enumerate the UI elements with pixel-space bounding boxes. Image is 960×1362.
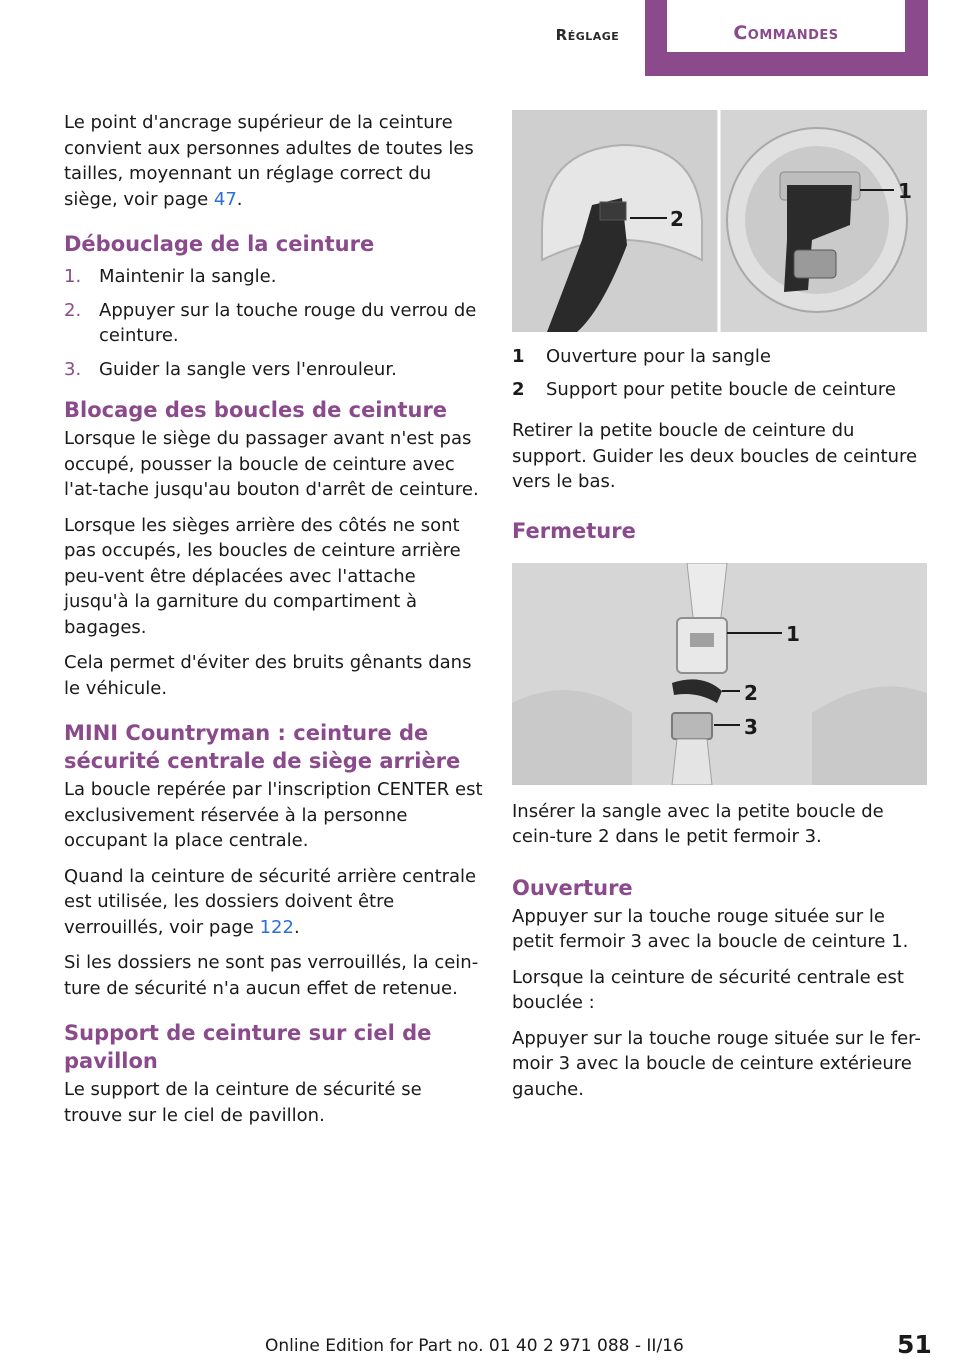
right-column: [512, 110, 927, 1112]
legend-row: 1 Ouverture pour la sangle: [512, 346, 772, 367]
page-number: 51: [897, 1330, 932, 1359]
fig2-label-1: 1: [786, 621, 800, 646]
mini-paragraph-3: Si les dossiers ne sont pas verrouillés, la cein-ture de sécurité n'a aucun effet de retenue.: [64, 952, 479, 999]
blocage-paragraph-2: Lorsque les sièges arrière des côtés ne sont pas occupés, les boucles de ceinture arrière peu-vent être déplacées avec l'attache jusqu'à la garniture du compartiment à bagages.: [64, 514, 461, 638]
tab-reglage-label: Réglage: [555, 26, 620, 44]
figure-legend: [512, 344, 927, 402]
fermeture-paragraph: Insérer la sangle avec la petite boucle de cein-ture 2 dans le petit fermoir 3.: [512, 800, 884, 847]
ouverture-paragraph-3: Appuyer sur la touche rouge située sur le fer-moir 3 avec la boucle de ceinture extérieure gauche.: [512, 1027, 921, 1100]
heading-support: Support de ceinture sur ciel de pavillon: [64, 1021, 432, 1073]
fig2-label-3: 3: [744, 714, 758, 739]
fig2-label-2: 2: [744, 680, 758, 705]
heading-fermeture: Fermeture: [512, 518, 636, 543]
heading-mini-countryman: MINI Countryman : ceinture de sécurité centrale de siège arrière: [64, 721, 461, 773]
footer: [0, 1330, 960, 1360]
heading-debouclage: Débouclage de la ceinture: [64, 232, 375, 256]
left-column: [64, 110, 484, 1138]
list-item: 1. Maintenir la sangle.: [64, 266, 277, 287]
page-link-47[interactable]: 47: [213, 188, 237, 210]
ouverture-paragraph-1: Appuyer sur la touche rouge située sur le petit fermoir 3 avec la boucle de ceinture 1.: [512, 905, 909, 952]
ouverture-paragraph-2: Lorsque la ceinture de sécurité centrale est bouclée :: [512, 966, 904, 1013]
tab-commandes-label: Commandes: [733, 22, 839, 44]
intro-paragraph: Le point d'ancrage supérieur de la ceinture convient aux personnes adultes de toutes les tailles, moyennant un réglage correct du siège, voir page 47.: [64, 112, 474, 210]
mini-paragraph-1: La boucle repérée par l'inscription CENTER est exclusivement réservée à la personne occupant la place centrale.: [64, 779, 483, 851]
blocage-paragraph-3: Cela permet d'éviter des bruits gênants dans le véhicule.: [64, 652, 472, 699]
page-link-122[interactable]: 122: [259, 916, 294, 938]
edition-text: Online Edition for Part no. 01 40 2 971 088 - II/16: [265, 1336, 684, 1356]
retirer-paragraph: Retirer la petite boucle de ceinture du support. Guider les deux boucles de ceinture vers le bas.: [512, 420, 918, 492]
heading-ouverture: Ouverture: [512, 875, 633, 900]
list-item: 3. Guider la sangle vers l'enrouleur.: [64, 358, 397, 380]
tab-commandes[interactable]: [667, 0, 905, 52]
tab-reglage[interactable]: [530, 0, 645, 70]
list-item: 2. Appuyer sur la touche rouge du verrou de ceinture.: [64, 299, 477, 346]
figure-belt-holder: [512, 110, 927, 332]
legend-row: 2 Support pour petite boucle de ceinture: [512, 378, 896, 400]
support-paragraph: Le support de la ceinture de sécurité se trouve sur le ciel de pavillon.: [64, 1079, 422, 1126]
mini-paragraph-2: Quand la ceinture de sécurité arrière centrale est utilisée, les dossiers doivent être verrouillés, voir page 122.: [64, 865, 477, 938]
fig1-label-2: 2: [670, 207, 684, 231]
steps-list: [64, 264, 484, 382]
blocage-paragraph-1: Lorsque le siège du passager avant n'est pas occupé, pousser la boucle de ceinture avec l'at-tache jusqu'au bouton d'arrêt de ceinture.: [64, 428, 479, 500]
heading-blocage: Blocage des boucles de ceinture: [64, 398, 448, 422]
figure-buckle-closing: [512, 563, 927, 785]
fig1-label-1: 1: [898, 179, 912, 203]
